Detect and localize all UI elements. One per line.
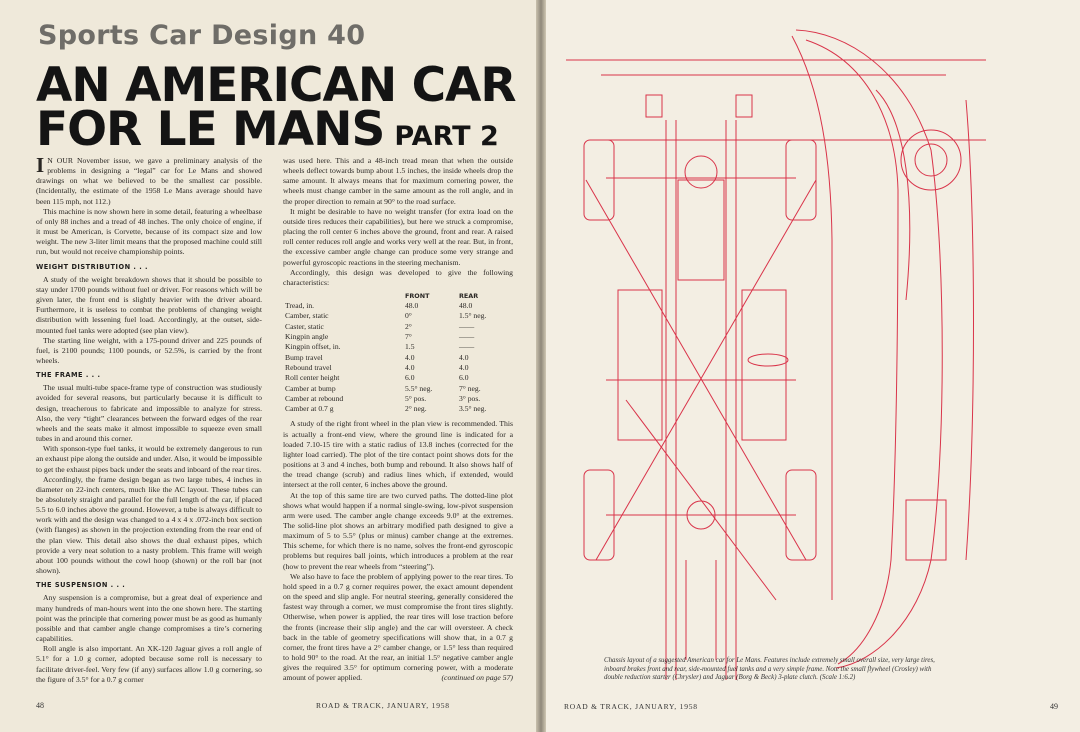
spec-row [283, 394, 513, 404]
spec-front-value: 5.5° neg. [405, 383, 433, 393]
spec-front-value: 1.5 [405, 342, 415, 352]
steering-wheel [748, 354, 788, 366]
body-outline-inner [792, 36, 832, 600]
spec-rear-value: 4.0 [459, 352, 469, 362]
spec-label: Camber at 0.7 g [285, 404, 334, 414]
spec-front-value: 2° neg. [405, 404, 427, 414]
spec-rear-value: 4.0 [459, 362, 469, 372]
page-number-right: 49 [1050, 702, 1058, 711]
spec-rear-value: —— [459, 332, 475, 342]
spec-rear-value: 7° neg. [459, 383, 481, 393]
spec-front-value: 48.0 [405, 301, 419, 311]
chassis-layout-drawing [546, 0, 1080, 732]
spec-rear-value: 1.5° neg. [459, 311, 487, 321]
subhead-frame: THE FRAME . . . [36, 371, 101, 380]
spec-row [283, 342, 513, 352]
spec-label: Kingpin angle [285, 332, 329, 342]
spec-rear-value: 3° pos. [459, 393, 481, 403]
series-kicker: Sports Car Design 40 [38, 20, 366, 51]
suspension-arc [876, 90, 910, 300]
headline-line-2 [36, 102, 499, 157]
fuel-tank-left [618, 290, 662, 440]
spec-header-blank [283, 291, 405, 301]
paragraph: The starting line weight, with a 175-pound driver and 225 pounds of fuel, is 2100 pounds; 1100 pounds, or 52.5%, is carried by the front wheels. [36, 335, 262, 365]
right-page [546, 0, 1080, 732]
intro-paragraph [36, 153, 262, 207]
drop-cap: I [36, 153, 45, 177]
spec-label: Rebound travel [285, 362, 332, 372]
suspension-spec-table [283, 291, 513, 414]
paragraph: At the top of this same tire are two curved paths. The dotted-line plot shows what would happen if a normal single-swing, low-pivot suspension arm were used. The camber angle change exceeds 9.0° at the extremes. The solid-line plot shows an arbitrary modified path designed to give a maximum of 5 to 5.5° (plus or minus) camber change at the extremes. This scheme, for which there is no name, solves the front-end gyroscopic problems but requires ball joints, which introduces a problem at the rear (how to prevent the rear wheels from “steering”). [283, 490, 513, 571]
spec-header-rear: REAR [459, 292, 479, 301]
paragraph: A study of the right front wheel in the plan view is recommended. This is actually a front-end view, where the ground line is indicated for a loaded 7.10-15 tire with a static radius of 13.8 inches (corrected for the lighter load carried). The plot of the tire contact point shows dots for the positions at 3 and 4 inches, both bump and rebound. It also shows half of the tread change (scrub) and radius lines which, if extended, would intersect at the roll center, 6 inches above the ground. [283, 419, 513, 490]
spec-front-value: 2° [405, 321, 412, 331]
spec-row [283, 384, 513, 394]
dimension-line [586, 180, 806, 560]
spec-label: Caster, static [285, 321, 324, 331]
detail-box-right [736, 95, 752, 117]
dimension-line [596, 180, 816, 560]
text-column-2 [283, 156, 513, 684]
spec-label: Tread, in. [285, 301, 315, 311]
spec-rear-value: —— [459, 321, 475, 331]
headline-line-2-text: FOR LE MANS [36, 102, 385, 157]
intro-paragraph-text: N OUR November issue, we gave a preliminary analysis of the problems in designing a “legal” car for Le Mans and showed drawings on what we believed to be the smallest car possible. (Incidentally, the estimate of the 1958 Le Mans average should have been 115 mph, not 112.) [36, 156, 262, 206]
suspension-arc-2 [966, 100, 974, 560]
spec-row [283, 373, 513, 383]
spec-front-value: 5° pos. [405, 393, 427, 403]
paragraph: The usual multi-tube space-frame type of construction was studiously avoided for several reasons, but particularly because it is difficult to design, treacherous to fabricate and impossible to analyze for stress. Also, the very “tight” clearances between the forward edges of the rear wheels and the seats make it almost impossible to squeeze even small tubes in and around this corner. [36, 383, 262, 444]
front-left-wheel [584, 140, 614, 220]
subhead-suspension: THE SUSPENSION . . . [36, 581, 126, 590]
spec-row [283, 363, 513, 373]
spec-front-value: 4.0 [405, 352, 415, 362]
spec-front-value: 7° [405, 332, 412, 342]
paragraph-text: We also have to face the problem of applying power to the rear tires. To hold speed in a 0.7 g corner requires power, the exact amount dependent on the speed and slip angle. For neutral steering, generally considered the fastest way through a corner, we must compromise the front tires slightly. Otherwise, when power is applied, the rear tires will lose traction before the fronts (increase their slip angle) and the car will oversteer. A check back in the table of geometry specifications will show that, in a 0.7 g corner, the front tires have a 2° camber change, or 1.5° less than required to hold 90° to the road. At the rear, an initial 1.5° negative camber angle gives the required 3.5° for optimum cornering power, with a moderate amount of power applied. [283, 571, 513, 683]
spec-rear-value: —— [459, 342, 475, 352]
spec-table-body [283, 301, 513, 414]
spec-label: Camber at rebound [285, 393, 344, 403]
spec-label: Camber at bump [285, 383, 336, 393]
detail-box-left [646, 95, 662, 117]
spec-label: Kingpin offset, in. [285, 342, 341, 352]
front-right-wheel [786, 140, 816, 220]
dimension-line [626, 400, 776, 600]
body-outline-nose [806, 40, 898, 664]
spec-front-value: 6.0 [405, 373, 415, 383]
headline-line-1: AN AMERICAN CAR [36, 58, 516, 113]
paragraph: With sponson-type fuel tanks, it would be extremely dangerous to run an exhaust pipe along the outside and under. Also, it would be impossible to get the exhaust pipes back under the seats and inboard of the rear tires. [36, 444, 262, 474]
figure-caption: Chassis layout of a suggested American car for Le Mans. Features include extremely small overall size, very large tires, inboard brakes front and rear, side-mounted fuel tanks and a very simple frame. Note the small flywheel (Crosley) with double reduction starter (Chrysler) and Jaguar (Borg & Beck) 3-plate clutch. (Scale 1:6.2) [604, 657, 935, 682]
paragraph: Any suspension is a compromise, but a great deal of experience and many hundreds of man-hours went into the one shown here. The starting point was the principle that cornering power must be as good as humanly possible and that camber angle change compromises a tire’s cornering capabilities. [36, 593, 262, 644]
binding-gutter [536, 0, 546, 732]
paragraph: Accordingly, this design was developed to give the following characteristics: [283, 267, 513, 287]
paragraph: A study of the weight breakdown shows that it should be possible to stay under 1700 pounds without fuel or driver. For reasons which will be given later, the front end is slightly heavier with the driver aboard. Furthermore, it is useless to combat the problems of changing weight distribution with lessening fuel load. Accordingly, at the outset, side-mounted fuel tanks were adopted (see plan view). [36, 274, 262, 335]
body-outline-right [796, 30, 942, 668]
running-footer-right: ROAD & TRACK, JANUARY, 1958 [564, 702, 698, 711]
paragraph: Roll angle is also important. An XK-120 Jaguar gives a roll angle of 5.1° for a 1.0 g corner, adopted because some roll is necessary to facilitate driver-feel. Very few (if any) surfaces allow 1.0 g cornering, so the figure of 3.5° for a 0.7 g corner [36, 644, 262, 684]
spec-label: Roll center height [285, 373, 340, 383]
spec-front-value: 4.0 [405, 362, 415, 372]
paragraph [283, 572, 513, 684]
spec-row [283, 404, 513, 414]
paragraph: It might be desirable to have no weight transfer (for extra load on the outside tires reduces their capabilities), but here we struck a compromise, placing the roll center 6 inches above the ground, front and rear. A raised roll center reduces roll angle and works very well at the rear. But, in front, the excessive camber angle change can produce some very strange and powerful gyroscopic reactions in the steering mechanism. [283, 206, 513, 267]
paragraph: was used here. This and a 48-inch tread mean that when the outside wheels deflect towards bump about 1.5 inches, the inside wheels drop the same amount. It always means that for maximum cornering power, the wheels must change camber in the same amount as the roll angle, and in the proper direction to remain at 90° to the road surface. [283, 156, 513, 206]
paragraph: This machine is now shown here in some detail, featuring a wheelbase of only 88 inches and a tread of 48 inches. The only choice of engine, if it must be American, is Corvette, because of its compact size and low weight. The new 3-liter limit means that the proposed machine could still run, but would not receive championship points. [36, 206, 262, 257]
spec-header-front: FRONT [405, 292, 430, 301]
engine-block [678, 180, 724, 280]
subhead-weight-distribution: WEIGHT DISTRIBUTION . . . [36, 262, 149, 271]
spec-front-value: 0° [405, 311, 412, 321]
headline-part-label: PART 2 [394, 121, 499, 152]
rear-suspension-box [906, 500, 946, 560]
spec-rear-value: 48.0 [459, 301, 473, 311]
spec-label: Bump travel [285, 352, 323, 362]
front-diff [685, 156, 717, 188]
spec-row [283, 311, 513, 321]
spec-rear-value: 3.5° neg. [459, 404, 487, 414]
running-footer-left: ROAD & TRACK, JANUARY, 1958 [316, 701, 450, 710]
spec-row [283, 332, 513, 342]
spec-label: Camber, static [285, 311, 329, 321]
left-page [0, 0, 538, 732]
spec-row [283, 301, 513, 311]
spec-rear-value: 6.0 [459, 373, 469, 383]
suspension-detail-circle [901, 130, 961, 190]
spec-table-header [283, 291, 513, 301]
spec-row [283, 353, 513, 363]
page-number-left: 48 [36, 701, 44, 710]
spec-row [283, 322, 513, 332]
paragraph: Accordingly, the frame design began as two large tubes, 4 inches in diameter on 22-inch centers, much like the AC layout. These tubes can be absolutely straight and parallel for the full length of the car, if placed 5.5 to 6.0 inches above the ground. However, a tube is always difficult to work with and the design was changed to a 4 x 4 x .072-inch box section (with flanges) as shown in the projection extending from the rear end of the plan view. This detail also shows the dual exhaust pipes, which provide a very neat solution to a nasty problem. This frame will weigh about 100 pounds without the cowl hoop (shown) or the roll bar (not shown). [36, 474, 262, 576]
text-column-1 [36, 153, 262, 685]
continued-note: (continued on page 57) [441, 673, 513, 683]
